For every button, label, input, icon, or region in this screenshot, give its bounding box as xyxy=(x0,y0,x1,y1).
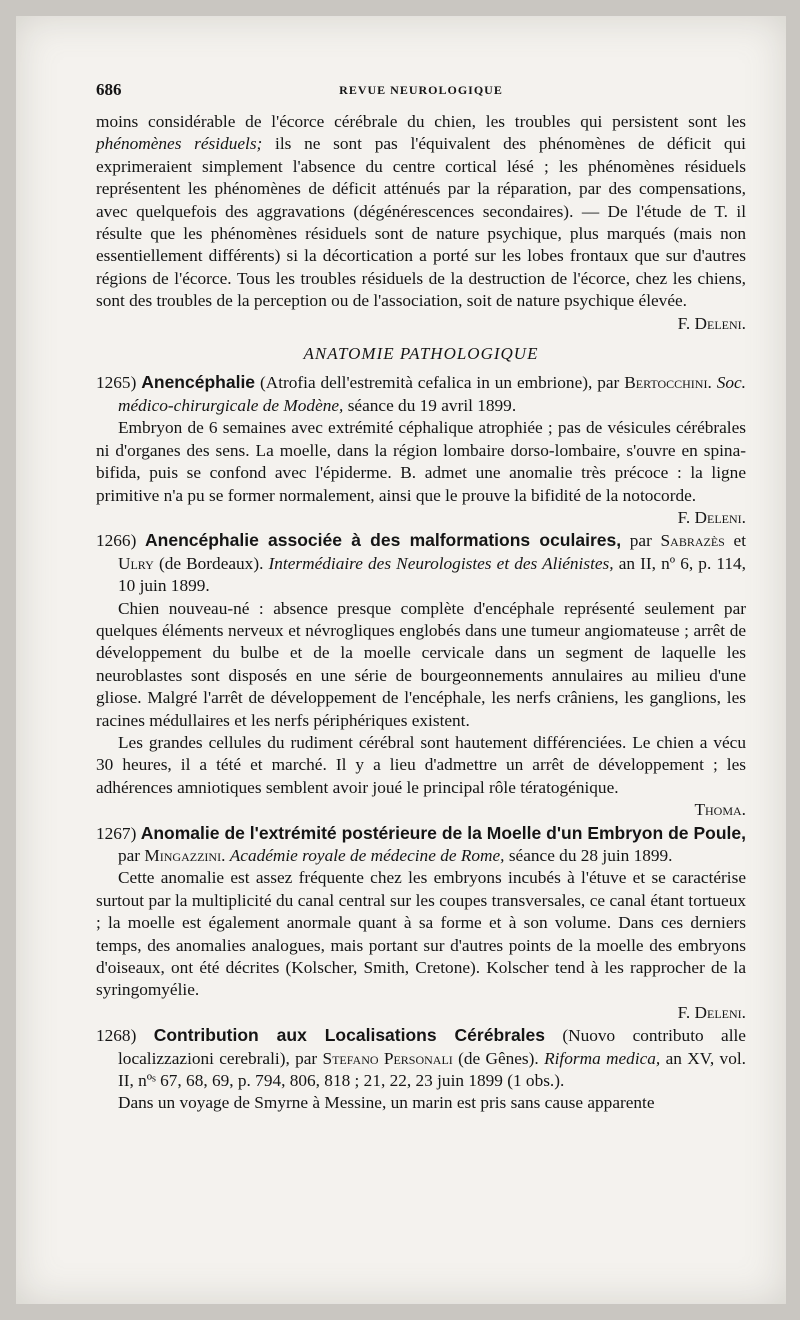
entry xyxy=(96,371,746,529)
entry-title: Anomalie de l'extrémité postérieure de la Moelle d'un Embryon de Poule, xyxy=(140,822,746,843)
journal-page xyxy=(16,16,786,1304)
entry-title: Contribution aux Localisations Cérébrales xyxy=(153,1025,545,1046)
journal-title: REVUE NEUROLOGIQUE xyxy=(339,83,503,97)
entry-title: Anencéphalie xyxy=(141,372,256,393)
entry-title: Anencéphalie associée à des malformations oculaires, xyxy=(145,530,622,551)
entry xyxy=(96,822,746,1025)
intro-paragraph: moins considérable de l'écorce cérébrale du chien, les troubles qui persistent sont les phénomènes résiduels; ils ne sont pas l'équivalent des phénomènes de déficit qui exprimeraient simplement l'absence du centre cortical lésé ; les phénomènes résiduels représentent les phénomènes de déficit atténués par la réparation, par des compensations, avec quelquefois des aggravations (dégénérescences secondaires). — De l'étude de T. il résulte que les phénomènes résiduels sont de nature psychique, plus marqués (mais non essentiellement différents) si la décortication a porté sur les lobes frontaux que sur d'autres régions de l'écorce. Tous les troubles résiduels de la destruction de l'écorce, chez les chiens, sont des troubles de la perception ou de l'association, soit de nature psychique élevée. xyxy=(96,112,746,311)
running-header xyxy=(96,80,746,104)
entry-heading: 1266) Anencéphalie associée à des malformations oculaires, par Sabrazès et Ulry (de Bordeaux). Intermédiaire des Neurologistes et des Aliénistes, an II, nº 6, p. 114, 10 juin 1899. xyxy=(96,530,747,596)
entry-body: Cette anomalie est assez fréquente chez les embryons incubés à l'étuve et se caractérise surtout par la multiplicité du canal central sur les coupes transversales, ce canal étant tortueux ; la moelle est également anormale quant à sa forme et à son volume. Dans ces derniers temps, des anomalies analogues, mais portant sur d'autres points de la moelle des embryons d'oiseaux, ont été décrites (Kolscher, Smith, Cretone). Kolscher tend à les rapprocher de la syringomyélie. xyxy=(96,868,746,1000)
entry-body: Embryon de 6 semaines avec extrémité céphalique atrophiée ; pas de vésicules cérébrales ni d'organes des sens. La moelle, dans la région lombaire dorso-lombaire, s'ouvre en spina-bifida, puis se confond avec l'épiderme. B. admet une anomalie très précoce : la ligne primitive n'a pu se former normalement, ainsi que le prouve la bifidité de la notocorde. xyxy=(96,418,746,505)
entry xyxy=(96,1024,746,1115)
signature: F. Deleni. xyxy=(677,1002,746,1022)
signature: F. Deleni. xyxy=(677,507,746,527)
entry-body: Les grandes cellules du rudiment cérébral sont hautement différenciées. Le chien a vécu 30 heures, il a tété et marché. Il y a lieu d'admettre un arrêt de développement ; les adhérences amniotiques semblent avoir joué le principal rôle tératogénique. xyxy=(96,732,746,797)
page-number: 686 xyxy=(96,80,122,99)
entry xyxy=(96,529,746,821)
article-text xyxy=(96,111,746,1115)
entry-body: Chien nouveau-né : absence presque complète d'encéphale représenté seulement par quelques éléments nerveux et névrogliques englobés dans une tumeur angiomateuse ; arrêt de développement du bulbe et de la moelle cervicale dans un segment de laquelle les neuroblastes sont disposés en une série de bourgeonnements annulaires au milieu d'une gliose. Malgré l'arrêt de développement de l'encéphale, les nerfs crâniens, les ganglions, les racines médullaires et les nerfs périphériques existent. xyxy=(96,598,746,730)
signature: F. Deleni. xyxy=(677,313,746,333)
entry-heading: 1265) Anencéphalie (Atrofia dell'estremità cefalica in un embrione), par Bertocchini. Soc. médico-chirurgicale de Modène, séance du 19 avril 1899. xyxy=(96,372,746,415)
section-title: ANATOMIE PATHOLOGIQUE xyxy=(303,344,539,364)
intro-italic: phénomènes résiduels; xyxy=(96,134,263,154)
entry-heading: 1268) Contribution aux Localisations Cérébrales (Nuovo contributo alle localizzazioni cerebrali), par Stefano Personali (de Gênes). Riforma medica, an XV, vol. II, nºˢ 67, 68, 69, p. 794, 806, 818 ; 21, 22, 23 juin 1899 (1 obs.). xyxy=(96,1025,746,1091)
signature: Thoma. xyxy=(694,800,746,820)
entry-heading: 1267) Anomalie de l'extrémité postérieure de la Moelle d'un Embryon de Poule, par Mingazzini. Académie royale de médecine de Rome, séance du 28 juin 1899. xyxy=(96,822,746,865)
entry-body: Dans un voyage de Smyrne à Messine, un marin est pris sans cause apparente xyxy=(118,1093,655,1113)
